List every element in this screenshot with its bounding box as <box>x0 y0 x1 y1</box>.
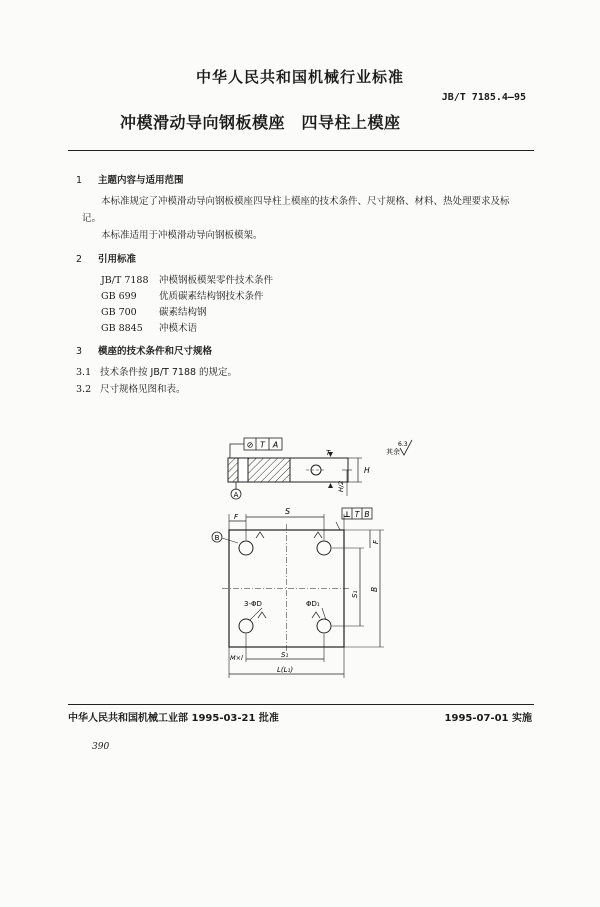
dimension-s: S <box>285 507 291 516</box>
datum-a-label: A <box>233 491 239 499</box>
hatched-section <box>248 458 290 482</box>
section-title: 引用标准 <box>98 254 137 265</box>
fcf-top <box>244 438 282 450</box>
roughness-symbol <box>386 440 412 456</box>
approval-statement: 中华人民共和国机械工业部 1995-03-21 批准 <box>68 713 279 724</box>
hole-d1-callout: ΦD₁ <box>306 600 320 608</box>
section-title: 模座的技术条件和尺寸规格 <box>98 346 213 357</box>
dimension-s1-bottom: S₁ <box>281 651 289 659</box>
subsection-number: 3.2 <box>76 384 92 395</box>
section-number: 1 <box>76 175 83 186</box>
subsection-text: 尺寸规格见图和表。 <box>100 384 186 395</box>
dimension-f-right: F <box>372 539 380 544</box>
datum-b-leader <box>222 538 238 543</box>
guide-bushing-hole <box>239 541 253 555</box>
effective-date: 1995-07-01 实施 <box>444 713 532 724</box>
datum-t-label: T <box>326 449 331 457</box>
thread-callout: M×l <box>230 654 243 662</box>
guide-bushing-hole <box>239 619 253 633</box>
dimension-h2: H/2 <box>337 480 345 492</box>
fcf-plan-symbol: ⊥ <box>343 510 351 519</box>
industry-title: 中华人民共和国机械行业标准 <box>195 68 404 86</box>
hatched-section-edge <box>228 458 238 482</box>
dimension-l: L(L₁) <box>277 666 294 674</box>
reference-title: 冲模术语 <box>159 323 198 334</box>
section-1-para-2: 本标准适用于冲模滑动导向钢板模架。 <box>101 230 263 241</box>
section-1-para-1-line-2: 记。 <box>82 213 102 224</box>
fcf-plan <box>342 508 372 519</box>
fcf-leader <box>230 444 244 458</box>
hole-callout-leader <box>322 608 326 620</box>
section-number: 3 <box>76 346 83 357</box>
roughness-value: 6.3 <box>398 441 408 448</box>
reference-code: GB 700 <box>101 307 137 318</box>
subsection-number: 3.1 <box>76 367 92 378</box>
dimension-h: H <box>364 466 370 475</box>
subsection-text: 技术条件按 JB/T 7188 的规定。 <box>100 367 238 378</box>
guide-bushing-hole <box>317 541 331 555</box>
reference-title: 冲模钢板模架零件技术条件 <box>159 275 274 286</box>
hole-callout-leader <box>250 608 262 620</box>
standard-title: 冲模滑动导向钢板模座 四导柱上模座 <box>120 113 401 132</box>
roughness-mark <box>256 532 264 538</box>
reference-code: GB 8845 <box>101 323 143 334</box>
reference-title: 优质碳素结构钢技术条件 <box>159 291 264 302</box>
roughness-mark <box>314 532 322 538</box>
roughness-rest-label: 其余 <box>386 448 400 456</box>
standard-number: JB/T 7185.4—95 <box>441 92 526 103</box>
dimension-s1-right: S₁ <box>351 590 359 598</box>
reference-code: GB 699 <box>101 291 137 302</box>
datum-t-arrow-bottom <box>328 483 333 488</box>
reference-title: 碳素结构钢 <box>159 307 207 318</box>
roughness-mark <box>312 612 320 618</box>
fcf-plan-datum: T <box>354 510 360 519</box>
dimension-f-top: F <box>234 513 239 521</box>
datum-b-label: B <box>214 534 220 542</box>
page-number: 390 <box>92 742 110 752</box>
fcf-top-ref: A <box>272 440 279 450</box>
roughness-mark <box>258 612 266 618</box>
dimension-b: B <box>370 586 379 592</box>
footer-rule <box>68 704 534 705</box>
reference-code: JB/T 7188 <box>101 275 149 286</box>
fcf-top-symbol: ⊘ <box>246 440 254 450</box>
section-title: 主题内容与适用范围 <box>98 175 184 186</box>
fcf-plan-leader <box>336 522 340 530</box>
holes-callout: 3-ΦD <box>244 600 262 608</box>
plan-view <box>222 514 384 678</box>
fcf-plan-ref: B <box>364 510 370 519</box>
section-1-para-1-line-1: 本标准规定了冲模滑动导向钢板模座四导柱上模座的技术条件、尺寸规格、材料、热处理要求及标 <box>101 196 510 207</box>
bolt-hole-section-left <box>238 458 248 482</box>
fcf-top-datum: T <box>260 440 265 450</box>
section-number: 2 <box>76 254 83 265</box>
guide-bushing-hole <box>317 619 331 633</box>
